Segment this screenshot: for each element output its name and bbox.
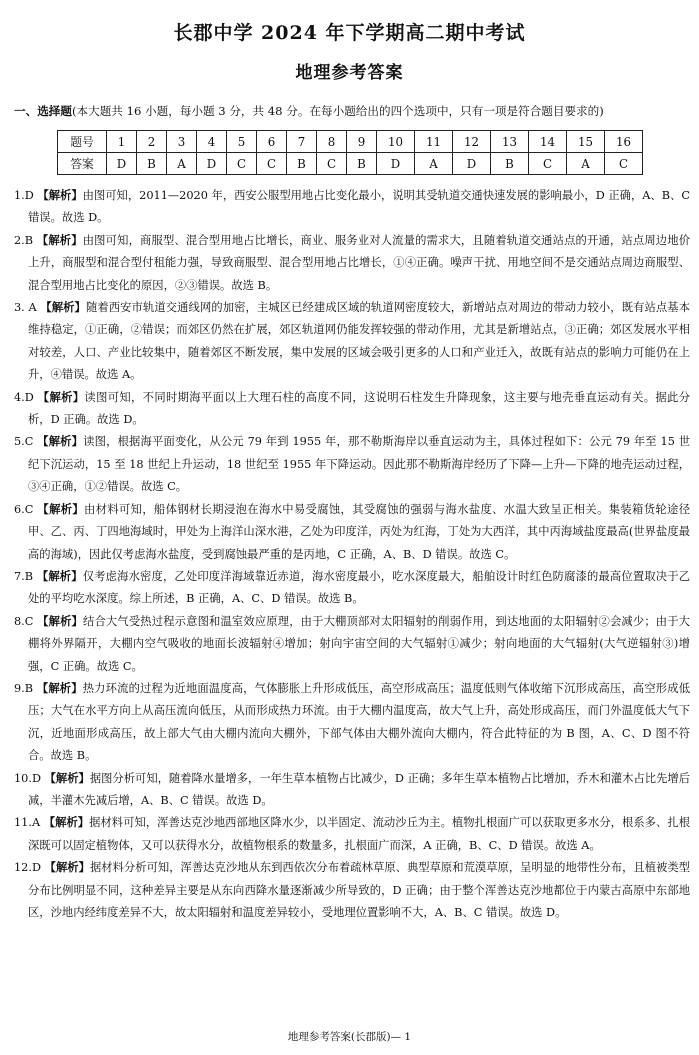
answer-table-answer-cell: A (567, 153, 605, 175)
answer-table-number-row (58, 131, 643, 153)
answer-table-answer-cell: D (197, 153, 227, 175)
answer-table (57, 130, 643, 175)
explanation-item (14, 611, 690, 678)
item-number: 8.C (14, 614, 34, 628)
item-explanation-text: 由图可知，商服型、混合型用地占比增长，商业、服务业对人流量的需求大，且随着轨道交通站点的开通，站点周边地价上升，商服型和混合型付租能力强，导致商服型、混合型用地占比增长，①④正确。噪声干扰、用地空间不是交通站点周边商服型、混合型用地占比变化的原因，②③错误。故选 B。 (28, 233, 690, 292)
explanation-item (14, 499, 690, 566)
item-analysis-tag: 【解析】 (37, 390, 85, 404)
answer-table-number-cell: 7 (287, 131, 317, 153)
answer-table-number-cell: 14 (529, 131, 567, 153)
answer-table-answer-cell: B (491, 153, 529, 175)
item-explanation-text: 读图，根据海平面变化，从公元 79 年到 1955 年，那不勒斯海岸以垂直运动为主，具体过程如下：公元 79 年至 15 世纪下沉运动，15 至 18 世纪上升运动，18 世纪至 1955 年下降运动。因此那不勒斯海岸经历了下降—上升—下降的地壳运动过程，③④正确，①②错误。故选 C。 (28, 435, 691, 494)
item-explanation-text: 据材料可知，浑善达克沙地西部地区降水少，以半固定、流动沙丘为主。植物扎根面广可以获取更多水分，根系多、扎根深既可以固定植物体，又可以获得水分，故植物根系的数量多，扎根面广而深，A 正确，B、C、D 错误。故选 A。 (28, 816, 690, 852)
answer-table-answer-cell: C (317, 153, 347, 175)
explanation-item (14, 812, 690, 857)
item-explanation-text: 据材料分析可知，浑善达克沙地从东到西依次分布着疏林草原、典型草原和荒漠草原，呈明显的地带性分布，且植被类型分布比例明显不同，这种差异主要是从东向西降水量逐渐减少所导致的，D 正确；由于整个浑善达克沙地都位于内蒙古高原中东部地区，沙地内经纬度差异不大，故太阳辐射和温度差异较小，受地理位置影响不大，A、B、C 错误。故选 D。 (28, 861, 690, 919)
item-analysis-tag: 【解析】 (44, 861, 90, 875)
answer-table-header-answer: 答案 (58, 153, 107, 175)
answer-table-number-cell: 5 (227, 131, 257, 153)
item-number: 4.D (14, 390, 34, 404)
answer-table-number-cell: 6 (257, 131, 287, 153)
item-explanation-text: 随着西安市轨道交通线网的加密，主城区已经建成区域的轨道网密度较大，新增站点对周边的带动力较小，既有站点基本维持稳定，①正确，②错误；而郊区仍然在扩展，郊区轨道网仍能发挥较强的带动作用，尤其是新增站点，③正确；郊区发展水平相对较差，人口、产业比较集中，随着郊区不断发展，集中发展的区域会吸引更多的人口和产业迁入，故既有站点的影响力可能仍在上升，④错误。故选 A。 (28, 301, 691, 382)
section-description: (本大题共 16 小题，每小题 3 分，共 48 分。在每小题给出的四个选项中，只有一项是符合题目要求的) (71, 104, 604, 118)
item-analysis-tag: 【解析】 (37, 614, 84, 628)
explanation-item (14, 230, 690, 297)
answer-table-number-cell: 3 (167, 131, 197, 153)
item-explanation-text: 仅考虑海水密度，乙处印度洋海域靠近赤道，海水密度最小，吃水深度最大，船舶设计时红色防腐漆的最高位置取决于乙处的平均吃水深度。综上所述，B 正确，A、C、D 错误。故选 B。 (28, 569, 690, 606)
item-analysis-tag: 【解析】 (36, 681, 83, 695)
answer-table-answer-row (58, 153, 643, 175)
answer-table-answer-cell: A (167, 153, 197, 175)
answer-table-number-cell: 15 (567, 131, 605, 153)
answer-table-answer-cell: C (257, 153, 287, 175)
item-explanation-text: 热力环流的过程为近地面温度高，气体膨胀上升形成低压，高空形成高压；温度低则气体收缩下沉形成高压，高空形成低压；大气在水平方向上从高压流向低压，从而形成热力环流。由于大棚内温度高，故大气上升，高处形成高压，而门外温度低大气下沉，近地面形成高压，故上部大气由大棚内流向大棚外，下部气体由大棚外流向大棚内，符合此特征的为 B 图，A、C、D 图不符合。故选 B。 (28, 681, 690, 763)
item-analysis-tag: 【解析】 (37, 189, 83, 202)
explanation-item (14, 431, 690, 498)
explanation-item (14, 768, 690, 813)
answer-table-number-cell: 4 (197, 131, 227, 153)
answer-table-number-cell: 10 (377, 131, 415, 153)
explanation-item (14, 678, 690, 768)
explanation-list (14, 185, 690, 924)
answer-table-number-cell: 9 (347, 131, 377, 153)
answer-table-answer-cell: C (605, 153, 643, 175)
explanation-item (14, 857, 690, 924)
item-number: 5.C (14, 435, 34, 449)
item-explanation-text: 由图可知，2011—2020 年，西安公服型用地占比变化最小，说明其受轨道交通快速发展的影响最小，D 正确，A、B、C 错误。故选 D。 (28, 189, 690, 225)
item-analysis-tag: 【解析】 (36, 569, 83, 583)
answer-table-answer-cell: A (415, 153, 453, 175)
page-footer: 地理参考答案(长郡版)— 1 (287, 1031, 412, 1043)
section-label: 一、选择题 (14, 104, 72, 118)
item-number: 3. A (14, 301, 37, 315)
answer-table-answer-cell: D (377, 153, 415, 175)
item-explanation-text: 据图分析可知，随着降水量增多，一年生草本植物占比减少，D 正确；多年生草本植物占比增加，乔木和灌木占比先增后减，半灌木先减后增，A、B、C 错误。故选 D。 (28, 771, 690, 807)
item-analysis-tag: 【解析】 (37, 435, 84, 449)
answer-table-number-cell: 1 (107, 131, 137, 153)
explanation-item (14, 185, 690, 230)
item-explanation-text: 结合大气受热过程示意图和温室效应原理，由于大棚顶部对太阳辐射的削弱作用，到达地面的太阳辐射②会减少；由于大棚将外界隔开，大棚内空气吸收的地面长波辐射④增加；射向宇宙空间的大气辐射①减少；射向地面的大气辐射(大气逆辐射③)增强，C 正确。故选 C。 (28, 614, 690, 673)
answer-table-number-cell: 2 (137, 131, 167, 153)
answer-table-answer-cell: D (107, 153, 137, 175)
item-analysis-tag: 【解析】 (44, 771, 90, 785)
answer-table-number-cell: 12 (453, 131, 491, 153)
item-number: 7.B (14, 569, 34, 583)
item-number: 6.C (14, 502, 34, 516)
explanation-item (14, 297, 690, 387)
answer-table-answer-cell: B (347, 153, 377, 175)
item-number: 11.A (14, 816, 41, 830)
explanation-item (14, 387, 690, 432)
item-number: 12.D (14, 861, 42, 875)
answer-table-answer-cell: B (287, 153, 317, 175)
item-number: 1.D (14, 189, 34, 202)
answer-table-number-cell: 16 (605, 131, 643, 153)
item-analysis-tag: 【解析】 (36, 233, 83, 247)
answer-table-answer-cell: D (453, 153, 491, 175)
answer-table-number-cell: 8 (317, 131, 347, 153)
answer-table-answer-cell: C (529, 153, 567, 175)
item-number: 2.B (14, 233, 34, 247)
page-subtitle: 地理参考答案 (295, 63, 404, 83)
item-number: 10.D (14, 771, 42, 785)
answer-table-number-cell: 13 (491, 131, 529, 153)
item-explanation-text: 由材料可知，船体钢材长期浸泡在海水中易受腐蚀，其受腐蚀的强弱与海水盐度、水温大致呈正相关。集装箱货轮途径甲、乙、丙、丁四地海域时，甲处为上海洋山深水港，乙处为印度洋，丙处为红海，丁处为大西洋，其中丙海域盐度最高(世界盐度最高的海域)，因此仅考虑海水盐度，受到腐蚀最严重的是丙地，C 正确，A、B、D 错误。故选 C。 (28, 502, 690, 561)
item-analysis-tag: 【解析】 (43, 816, 90, 830)
answer-table-number-cell: 11 (415, 131, 453, 153)
answer-table-header-number: 题号 (58, 131, 107, 153)
explanation-item (14, 566, 690, 611)
answer-table-answer-cell: C (227, 153, 257, 175)
answer-table-answer-cell: B (137, 153, 167, 175)
item-explanation-text: 读图可知，不同时期海平面以上大理石柱的高度不同，这说明石柱发生升降现象，这主要与地壳垂直运动有关。据此分析，D 正确。故选 D。 (28, 390, 690, 427)
item-number: 9.B (14, 681, 34, 695)
section-heading (14, 103, 694, 119)
item-analysis-tag: 【解析】 (40, 301, 86, 315)
page-title: 长郡中学 2024 年下学期高二期中考试 (173, 22, 526, 44)
item-analysis-tag: 【解析】 (37, 502, 85, 516)
